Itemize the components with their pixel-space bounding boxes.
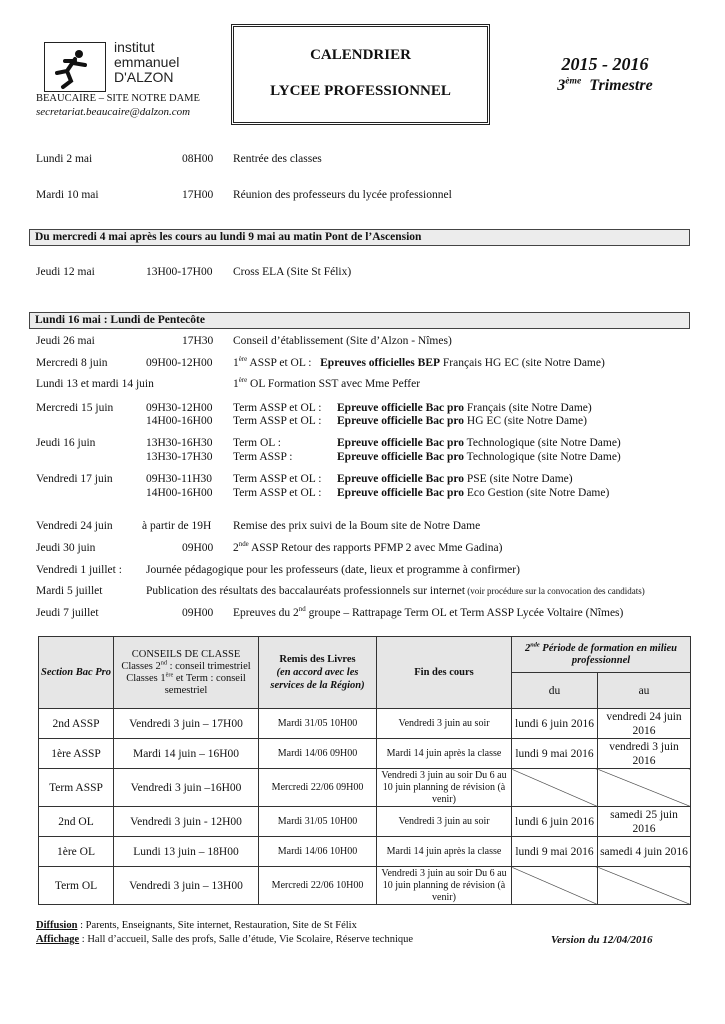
cell-conseil: Vendredi 3 juin – 17H00: [114, 709, 259, 739]
header-du: du: [512, 673, 598, 709]
cell-section: 1ère OL: [39, 837, 114, 867]
footer-diffusion: Diffusion : Parents, Enseignants, Site internet, Restauration, Site de St Félix: [36, 920, 357, 931]
event-desc: Journée pédagogique pour les professeurs (date, lieux et programme à confirmer): [146, 564, 520, 576]
event-date: Jeudi 26 mai: [36, 335, 95, 347]
cell-livres: Mardi 31/05 10H00: [259, 807, 377, 837]
cell-livres: Mardi 31/05 10H00: [259, 709, 377, 739]
cell-conseil: Vendredi 3 juin - 12H00: [114, 807, 259, 837]
trimestre-number: 3: [557, 77, 566, 94]
cell-section: 2nd ASSP: [39, 709, 114, 739]
event-time: à partir de 19H: [142, 520, 212, 532]
header-periode: 2nde Période de formation en milieu professionnel: [512, 637, 691, 673]
event-desc: Réunion des professeurs du lycée professionnel: [233, 189, 452, 201]
cell-conseil: Mardi 14 juin – 16H00: [114, 739, 259, 769]
table-row: [39, 769, 691, 807]
logo-line-2: emmanuel: [114, 54, 180, 70]
cell-fin: Vendredi 3 juin au soir Du 6 au 10 juin planning de révision (à venir): [377, 867, 512, 905]
holiday-bar: Lundi 16 mai : Lundi de Pentecôte: [29, 312, 690, 329]
cell-conseil: Vendredi 3 juin – 13H00: [114, 867, 259, 905]
cell-livres: Mercredi 22/06 10H00: [259, 867, 377, 905]
event-date: Jeudi 16 juin: [36, 437, 96, 449]
event-desc: Publication des résultats des baccalauréats professionnels sur internet (voir procédure sur la convocation des candidats): [146, 585, 645, 597]
footer-affichage: Affichage : Hall d’accueil, Salle des profs, Salle d’étude, Vie Scolaire, Réserve technique: [36, 934, 414, 945]
event-time: 17H00: [182, 189, 214, 201]
table-row: [39, 867, 691, 905]
trimestre-word: Trimestre: [589, 77, 653, 94]
event-who: Term OL :: [233, 437, 281, 449]
event-date: Lundi 2 mai: [36, 153, 93, 165]
cell-section: 2nd OL: [39, 807, 114, 837]
cell-section: Term OL: [39, 867, 114, 905]
event-date: Mardi 5 juillet: [36, 585, 103, 597]
event-time: 09H30-12H00: [146, 402, 213, 414]
event-date: Mercredi 8 juin: [36, 357, 108, 369]
event-desc: Remise des prix suivi de la Boum site de Notre Dame: [233, 520, 481, 532]
event-who: Term ASSP et OL :: [233, 402, 322, 414]
event-time: 13H00-17H00: [146, 266, 213, 278]
event-time: 09H00: [182, 542, 214, 554]
event-who: Term ASSP et OL :: [233, 415, 322, 427]
table-row: [39, 739, 691, 769]
event-desc: Epreuve officielle Bac pro Eco Gestion (site Notre Dame): [337, 487, 610, 499]
event-who: Term ASSP et OL :: [233, 473, 322, 485]
event-date: Lundi 13 et mardi 14 juin: [36, 378, 154, 390]
cell-section: Term ASSP: [39, 769, 114, 807]
event-desc: Epreuve officielle Bac pro Technologique (site Notre Dame): [337, 451, 621, 463]
event-desc: Epreuve officielle Bac pro Français (site Notre Dame): [337, 402, 592, 414]
title-line-2: LYCEE PROFESSIONNEL: [270, 83, 451, 99]
event-time: 09H00-12H00: [146, 357, 213, 369]
header-fin: Fin des cours: [377, 637, 512, 709]
event-desc: Epreuves du 2nd groupe – Rattrapage Term OL et Term ASSP Lycée Voltaire (Nîmes): [233, 606, 624, 619]
event-desc: 2nde ASSP Retour des rapports PFMP 2 avec Mme Gadina): [233, 541, 503, 554]
trimestre-sup: ème: [565, 75, 582, 87]
runner-icon: [45, 43, 105, 90]
cell-fin: Mardi 14 juin après la classe: [377, 739, 512, 769]
cell-fin: Mardi 14 juin après la classe: [377, 837, 512, 867]
event-desc: Cross ELA (Site St Félix): [233, 266, 352, 278]
header-conseils: CONSEILS DE CLASSE Classes 2nd : conseil trimestriel Classes 1ère et Term : conseil semestriel: [114, 637, 259, 709]
cell-au: vendredi 3 juin 2016: [598, 739, 691, 769]
cell-du: lundi 6 juin 2016: [512, 709, 598, 739]
cell-du: lundi 9 mai 2016: [512, 837, 598, 867]
conseils-table: [38, 636, 691, 905]
cell-section: 1ère ASSP: [39, 739, 114, 769]
header-livres: Remis des Livres (en accord avec les services de la Région): [259, 637, 377, 709]
event-time: 09H00: [182, 607, 214, 619]
event-who: Term ASSP et OL :: [233, 487, 322, 499]
site-name: BEAUCAIRE – SITE NOTRE DAME: [36, 93, 200, 104]
cell-au: [598, 867, 691, 905]
cell-au: vendredi 24 juin 2016: [598, 709, 691, 739]
table-row: [39, 807, 691, 837]
title-line-1: CALENDRIER: [310, 47, 411, 63]
cell-du: [512, 769, 598, 807]
cell-du: lundi 9 mai 2016: [512, 739, 598, 769]
event-time: 13H30-16H30: [146, 437, 213, 449]
cell-fin: Vendredi 3 juin au soir: [377, 709, 512, 739]
table-row: [39, 837, 691, 867]
cell-au: samedi 4 juin 2016: [598, 837, 691, 867]
logo-line-1: institut: [114, 39, 155, 55]
event-date: Jeudi 30 juin: [36, 542, 96, 554]
trimestre: [540, 77, 670, 95]
event-date: Jeudi 7 juillet: [36, 607, 99, 619]
header-section: Section Bac Pro: [39, 637, 114, 709]
event-time: 14H00-16H00: [146, 415, 213, 427]
event-desc: Rentrée des classes: [233, 153, 322, 165]
event-time: 14H00-16H00: [146, 487, 213, 499]
cell-au: samedi 25 juin 2016: [598, 807, 691, 837]
event-date: Mardi 10 mai: [36, 189, 99, 201]
logo-mark: [44, 42, 106, 92]
cell-livres: Mercredi 22/06 09H00: [259, 769, 377, 807]
email: secretariat.beaucaire@dalzon.com: [36, 106, 191, 118]
cell-au: [598, 769, 691, 807]
event-time: 17H30: [182, 335, 214, 347]
event-date: Vendredi 24 juin: [36, 520, 113, 532]
title-box: [231, 24, 490, 125]
cell-fin: Vendredi 3 juin au soir: [377, 807, 512, 837]
event-desc: 1ère ASSP et OL : Epreuves officielles BEP Français HG EC (site Notre Dame): [233, 356, 605, 369]
cell-conseil: Vendredi 3 juin –16H00: [114, 769, 259, 807]
cell-livres: Mardi 14/06 10H00: [259, 837, 377, 867]
table-row: [39, 709, 691, 739]
event-time: 09H30-11H30: [146, 473, 213, 485]
cell-livres: Mardi 14/06 09H00: [259, 739, 377, 769]
event-desc: Epreuve officielle Bac pro Technologique (site Notre Dame): [337, 437, 621, 449]
event-time: 08H00: [182, 153, 214, 165]
cell-du: lundi 6 juin 2016: [512, 807, 598, 837]
event-date: Mercredi 15 juin: [36, 402, 114, 414]
cell-du: [512, 867, 598, 905]
cell-fin: Vendredi 3 juin au soir Du 6 au 10 juin planning de révision (à venir): [377, 769, 512, 807]
event-date: Vendredi 1 juillet :: [36, 564, 122, 576]
holiday-bar: Du mercredi 4 mai après les cours au lundi 9 mai au matin Pont de l’Ascension: [29, 229, 690, 246]
event-time: 13H30-17H30: [146, 451, 213, 463]
version: Version du 12/04/2016: [551, 934, 653, 946]
event-who: Term ASSP :: [233, 451, 293, 463]
logo-line-3: D'ALZON: [114, 69, 174, 85]
school-year: 2015 - 2016: [561, 54, 649, 74]
logo-text: [114, 40, 179, 85]
header-au: au: [598, 673, 691, 709]
event-desc: 1ère OL Formation SST avec Mme Peffer: [233, 377, 421, 390]
cell-conseil: Lundi 13 juin – 18H00: [114, 837, 259, 867]
event-date: Jeudi 12 mai: [36, 266, 95, 278]
event-desc: Epreuve officielle Bac pro HG EC (site Notre Dame): [337, 415, 587, 427]
event-date: Vendredi 17 juin: [36, 473, 113, 485]
event-desc: Conseil d’établissement (Site d’Alzon - Nîmes): [233, 335, 452, 347]
event-desc: Epreuve officielle Bac pro PSE (site Notre Dame): [337, 473, 573, 485]
